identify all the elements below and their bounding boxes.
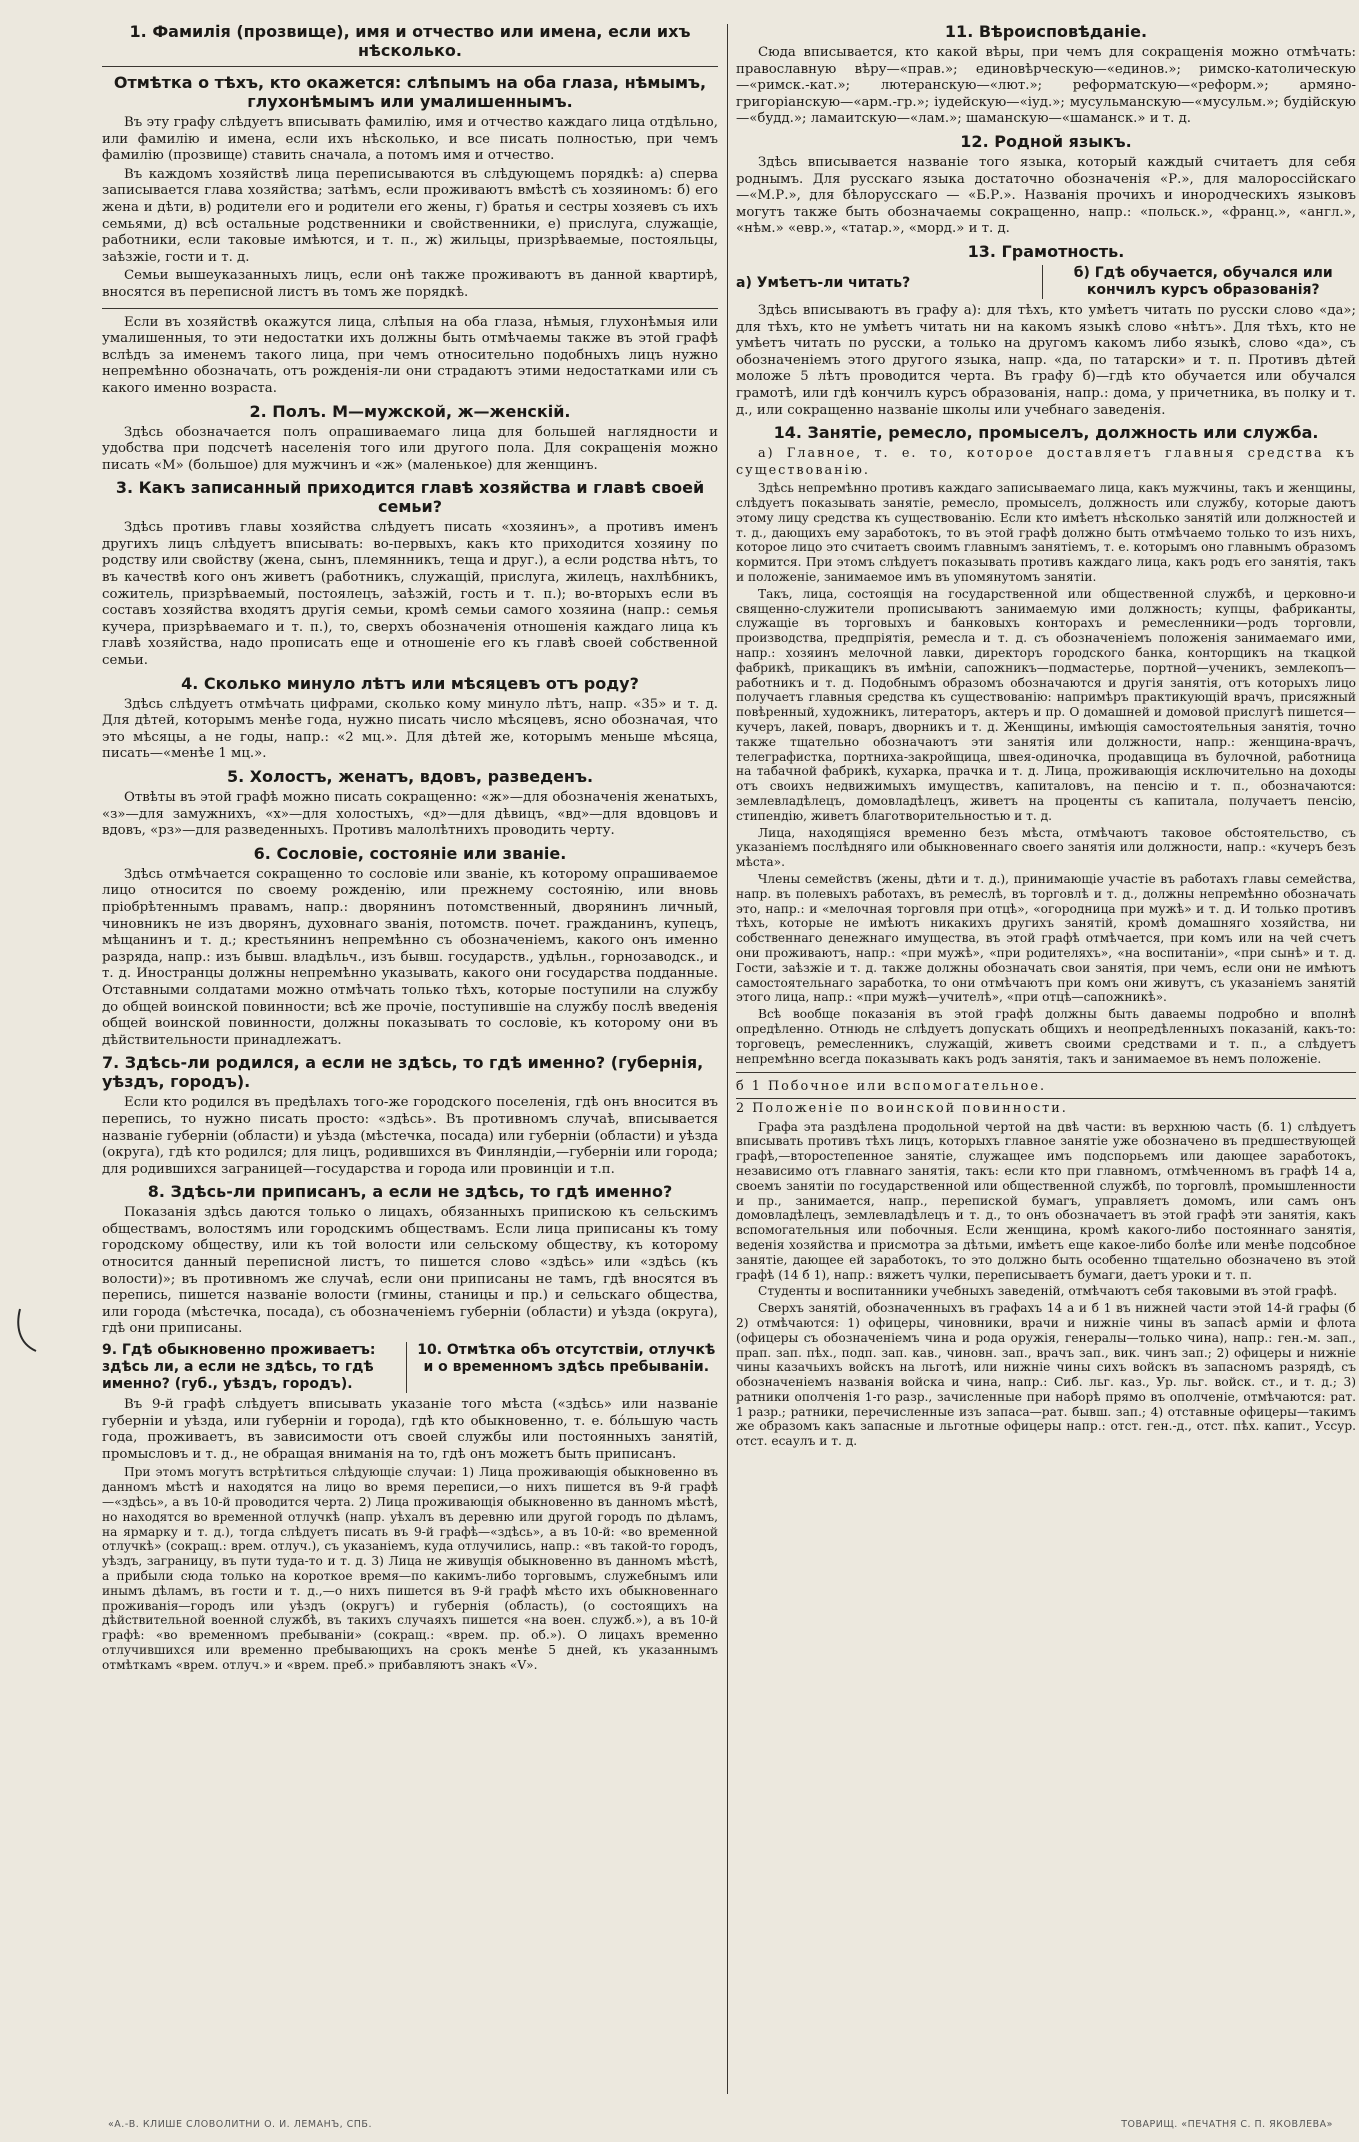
divider <box>102 66 718 67</box>
section-5-paragraph: Отвѣты въ этой графѣ можно писать сокращенно: «ж»—для обозначенія женатыхъ, «з»—для замужнихъ, «х»—для холостыхъ, «д»—для дѣвицъ, «вд»—для вдовцовъ и вдовъ, «рз»—для разведенныхъ. Противъ малолѣтнихъ проводить черту. <box>102 790 718 839</box>
section-14-paragraph: Члены семействъ (жены, дѣти и т. д.), принимающіе участіе въ работахъ главы семейства, напр. въ полевыхъ работахъ, въ ремеслѣ, въ торговлѣ и т. д., должны непремѣнно обозначать это, напр.: и «мелочная торговля при отцѣ», «огородница при мужѣ» и т. д. И только противъ тѣхъ, которые не имѣютъ никакихъ другихъ занятій, кромѣ домашняго хозяйства, ни собственнаго денежнаго имущества, въ этой графѣ отмѣчается, при комъ или на чей счетъ они проживаютъ, напр.: «при мужѣ», «при родителяхъ», «на воспитаніи», «при сынѣ» и т. д. Гости, заѣзжіе и т. д. также должны обозначать свои занятія, при чемъ, если они не имѣютъ самостоятельнаго заработка, то они отмѣчаютъ при комъ они живутъ, съ указаніемъ занятій этого лица, напр.: «при мужѣ—учителѣ», «при отцѣ—сапожникѣ». <box>736 872 1356 1005</box>
printer-imprint-right: ТОВАРИЩ. «ПЕЧАТНЯ С. П. ЯКОВЛЕВА» <box>1121 2119 1333 2130</box>
divider <box>102 308 718 309</box>
section-1-paragraph: Семьи вышеуказанныхъ лицъ, если онѣ также проживаютъ въ данной квартирѣ, вносятся въ переписной листъ въ томъ же порядкѣ. <box>102 268 718 300</box>
section-7-paragraph: Если кто родился въ предѣлахъ того-же городского поселенія, гдѣ онъ вносится въ перепись, то нужно писать просто: «здѣсь». Въ противномъ случаѣ, вписывается названіе губерніи (области) и уѣзда (мѣстечка, посада) или губерніи (области) и уѣзда (округа), гдѣ кто родился; для лицъ, родившихся въ Финляндіи,—губерніи или города; для родившихся заграницей—государства и города или провинціи и т.п. <box>102 1095 718 1177</box>
section-14-paragraph: Здѣсь непремѣнно противъ каждаго записываемаго лица, какъ мужчины, такъ и женщины, слѣдуетъ показывать занятіе, ремесло, промыселъ, должность или службу, которые даютъ этому лицу средства къ существованію. Если кто имѣетъ нѣсколько занятій или должностей и т. д., дающихъ ему заработокъ, то въ этой графѣ должно быть отмѣчаемо только то изъ нихъ, которое лицо это считаетъ своимъ главнымъ занятіемъ, т. е. которымъ оно главнымъ образомъ кормится. При этомъ слѣдуетъ показывать противъ каждаго лица, какъ родъ его занятія, такъ и положеніе, занимаемое имъ въ упомянутомъ занятіи. <box>736 481 1356 585</box>
section-1-title: 1. Фамилія (прозвище), имя и отчество или имена, если ихъ нѣсколько. <box>129 22 691 60</box>
section-6-title: 6. Сословіе, состояніе или званіе. <box>253 843 567 863</box>
section-14b2-label: 2 Положеніе по воинской повинности. <box>736 1098 1356 1118</box>
section-8-title: 8. Здѣсь-ли приписанъ, а если не здѣсь, то гдѣ именно? <box>147 1182 673 1202</box>
section-7-title: 7. Здѣсь-ли родился, а если не здѣсь, то гдѣ именно? (губернія, уѣздъ, городъ). <box>102 1053 704 1092</box>
section-1-paragraph: Если въ хозяйствѣ окажутся лица, слѣпыя на оба глаза, нѣмыя, глухонѣмыя или умалишенныя, то эти недостатки ихъ должны быть отмѣчаемы также въ этой графѣ вслѣдъ за именемъ такого лица, при чемъ относительно подобныхъ лицъ нужно непремѣнно обозначать, отъ рожденія-ли они страдаютъ этими недостатками или съ какого именно возраста. <box>102 314 718 396</box>
section-14-title: 14. Занятіе, ремесло, промыселъ, должность или служба. <box>773 423 1319 443</box>
section-1-paragraph: Въ эту графу слѣдуетъ вписывать фамилію, имя и отчество каждаго лица отдѣльно, или фамилію и имена, если ихъ нѣсколько, и все писать полностью, при чемъ фамилію (прозвище) ставить сначала, а потомъ имя и отчество. <box>102 115 718 164</box>
section-5-title: 5. Холостъ, женатъ, вдовъ, разведенъ. <box>226 767 594 786</box>
right-column <box>736 18 1356 2102</box>
section-9-10-header <box>102 1342 718 1393</box>
section-10-title: 10. Отмѣтка объ отсутствіи, отлучкѣ и о временномъ здѣсь пребываніи. <box>406 1342 719 1393</box>
section-14-paragraph: Студенты и воспитанники учебныхъ заведеній, отмѣчаютъ себя таковыми въ этой графѣ. <box>758 1284 1338 1299</box>
section-11-paragraph: Сюда вписывается, кто какой вѣры, при чемъ для сокращенія можно отмѣчать: православную вѣру—«прав.»; единовѣрческую—«единов.»; римско-католическую—«римск.-кат.»; лютеранскую—«лют.»; реформатскую—«реформ.»; армяно-григоріанскую—«арм.-гр.»; іудейскую—«іуд.»; мусульманскую—«мусульм.»; будійскую—«будд.»; ламаитскую—«лам.»; шаманскую—«шаманск.» и т. д. <box>736 45 1356 127</box>
section-14-paragraph: Всѣ вообще показанія въ этой графѣ должны быть даваемы подробно и вполнѣ опредѣленно. Отнюдь не слѣдуетъ допускать общихъ и неопредѣленныхъ показаній, какъ-то: торговецъ, ремесленникъ, служащій, живетъ своими средствами и т. п., а слѣдуетъ непремѣнно всегда показывать какъ родъ занятія, такъ и занимаемое въ немъ положеніе. <box>736 1007 1356 1066</box>
section-13-paragraph: Здѣсь вписываютъ въ графу а): для тѣхъ, кто умѣетъ читать по русски слово «да»; для тѣхъ, кто не умѣетъ читать ни на какомъ языкѣ слово «нѣтъ». Для тѣхъ, кто не умѣетъ читать по русски, а только на другомъ какомъ либо языкѣ, слово «да», съ обозначеніемъ этого другого языка, напр. «да, по татарски» и т. п. Противъ дѣтей моложе 5 лѣтъ проводится черта. Въ графу б)—гдѣ кто обучается или обучался грамотѣ, или гдѣ кончилъ курсъ образованія, напр.: дома, у причетника, въ полку и т. д., или сокращенно названіе школы или учебнаго заведенія. <box>736 302 1356 418</box>
left-column <box>102 18 718 2102</box>
section-13b-label: б) Гдѣ обучается, обучался или кончилъ курсъ образованія? <box>1042 265 1357 299</box>
section-2-title: 2. Полъ. М—мужской, ж—женскій. <box>249 401 571 421</box>
section-14-paragraph: Лица, находящіяся временно безъ мѣста, отмѣчаютъ таковое обстоятельство, съ указаніемъ послѣдняго или обыкновеннаго своего занятія или должности, напр.: «кучеръ безъ мѣста». <box>736 825 1356 870</box>
printer-imprint-left: «А.-В. КЛИШЕ СЛОВОЛИТНИ О. И. ЛЕМАНЪ, СПБ. <box>108 2119 372 2130</box>
section-13-title: 13. Грамотность. <box>967 241 1125 261</box>
section-14-paragraph: Графа эта раздѣлена продольной чертой на двѣ части: въ верхнюю часть (б. 1) слѣдуетъ вписывать противъ тѣхъ лицъ, которыхъ главное занятіе уже обозначено въ предшествующей графѣ,—второстепенное занятіе, служащее имъ подспорьемъ или дающее заработокъ, независимо отъ главнаго занятія, такъ: если кто при главномъ, отмѣченномъ въ графѣ 14 а, своемъ занятіи по государственной или общественной службѣ, по торговлѣ, промышленности и пр., занимается, напр., перепиской бумагъ, управляетъ домомъ, или самъ онъ домовладѣлецъ, землевладѣлецъ и т. д., то онъ обозначаетъ въ этой графѣ эти занятія, какъ вспомогательныя или побочныя. Если женщина, кромѣ какого-либо постояннаго занятія, веденія хозяйства и присмотра за дѣтьми, имѣетъ еще какое-либо болѣе или менѣе подсобное занятіе, дающее ей заработокъ, то это должно быть особенно тщательно обозначено въ этой графѣ (14 б 1), напр.: вяжетъ чулки, переписываетъ бумаги, даетъ уроки и т. п. <box>736 1119 1356 1282</box>
column-divider <box>727 24 728 2094</box>
section-3-title: 3. Какъ записанный приходится главѣ хозяйства и главѣ своей семьи? <box>115 478 705 517</box>
section-2-paragraph: Здѣсь обозначается полъ опрашиваемаго лица для большей наглядности и удобства при подсчетѣ населенія того или другого пола. Для сокращенія можно писать «М» (большое) для мужчинъ и «ж» (маленькое) для женщинъ. <box>102 424 718 473</box>
section-14-paragraph: Сверхъ занятій, обозначенныхъ въ графахъ 14 а и б 1 въ нижней части этой 14-й графы (б 2) отмѣчаются: 1) офицеры, чиновники, врачи и нижніе чины въ запасѣ арміи и флота (офицеры съ обозначеніемъ чина и рода оружія, генералы—только чина), напр.: ген.-м. зап., прап. зап. пѣх., подп. зап. кав., чиновн. зап., врачъ зап., вик. чинъ зап.; 2) офицеры и нижніе чины казачьихъ войскъ на льготѣ, или нижніе чины сихъ войскъ въ запасномъ разрядѣ, съ обозначеніемъ названія войска и чина, напр.: Сиб. льг. каз., Ур. льг. войск. ст., и т. д.; 3) ратники ополченія 1-го разр., зачисленные при наборѣ прямо въ ополченіе, отмѣчаются: рат. 1 разр.; ратники, перечисленные изъ запаса—рат. бывш. зап.; 4) отставные офицеры—такимъ же образомъ какъ запасные и льготные офицеры напр.: отст. ген.-д., отст. пѣх. капит., Уссур. отст. есаулъ и т. д. <box>736 1301 1356 1449</box>
section-1-paragraph: Въ каждомъ хозяйствѣ лица переписываются въ слѣдующемъ порядкѣ: а) сперва записывается глава хозяйства; затѣмъ, если проживаютъ вмѣстѣ съ хозяиномъ: б) его жена и дѣти, в) родители его и родители его жены, г) братья и сестры хозяевъ съ ихъ семьями, д) всѣ остальные родственники и свойственники, е) прислуга, служащіе, работники, если таковые имѣются, и т. п., ж) жильцы, призрѣваемые, постояльцы, заѣзжіе, гости и т. д. <box>102 166 718 265</box>
section-1-subtitle: Отмѣтка о тѣхъ, кто окажется: слѣпымъ на оба глаза, нѣмымъ, глухонѣмымъ или умалишеннымъ. <box>113 73 707 111</box>
section-9-paragraph: При этомъ могутъ встрѣтиться слѣдующіе случаи: 1) Лица проживающія обыкновенно въ данномъ мѣстѣ и находятся на лицо во время переписи,—о нихъ пишется въ 9-й графѣ—«здѣсь», а въ 10-й проводится черта. 2) Лица проживающія обыкновенно въ данномъ мѣстѣ, но находятся во временной отлучкѣ (напр. уѣхалъ въ деревню или другой городъ по дѣламъ, на ярмарку и т. д.), тогда слѣдуетъ писать въ 9-й графѣ—«здѣсь», а въ 10-й: «во временной отлучкѣ» (сокращ.: врем. отлуч.), съ указаніемъ, куда отлучились, напр.: «въ такой-то городъ, уѣздъ, заграницу, въ пути туда-то и т. д. 3) Лица не живущія обыкновенно въ данномъ мѣстѣ, а прибыли сюда только на короткое время—по какимъ-либо торговымъ, служебнымъ или инымъ дѣламъ, въ гости и т. д.,—о нихъ пишется въ 9-й графѣ мѣсто ихъ обыкновеннаго проживанія—городъ или уѣздъ (округъ) и губернія (область), (о состоящихъ на дѣйствительной военной службѣ, въ такихъ случаяхъ пишется «на воен. служб.»), а въ 10-й графѣ: «во временномъ пребываніи» (сокращ.: «врем. пр. об.»). О лицахъ временно отлучившихся или временно пребывающихъ на срокъ менѣе 5 дней, къ указаннымъ отмѣткамъ «врем. отлуч.» и «врем. преб.» прибавляютъ знакъ «V». <box>102 1465 718 1672</box>
section-4-paragraph: Здѣсь слѣдуетъ отмѣчать цифрами, сколько кому минуло лѣтъ, напр. «35» и т. д. Для дѣтей, которымъ менѣе года, нужно писать число мѣсяцевъ, ясно обозначая, что это мѣсяцы, а не годы, напр.: «2 мц.». Для дѣтей же, которымъ меньше мѣсяца, писать—«менѣе 1 мц.». <box>102 696 718 762</box>
section-14b1-label: б 1 Побочное или вспомогательное. <box>736 1079 1047 1095</box>
section-9-title: 9. Гдѣ обыкновенно проживаетъ: здѣсь ли, а если не здѣсь, то гдѣ именно? (губ., уѣздъ, городъ). <box>102 1342 376 1393</box>
section-9-paragraph: Въ 9-й графѣ слѣдуетъ вписывать указаніе того мѣста («здѣсь» или названіе губерніи и уѣзда, или губерніи и города), гдѣ кто обыкновенно, т. е. бóльшую часть года, проживаетъ, въ зависимости отъ своей службы или постоянныхъ занятій, промысловъ и т. д., не обращая вниманія на то, гдѣ онъ можетъ быть приписанъ. <box>102 1397 718 1462</box>
section-14-paragraph: Такъ, лица, состоящія на государственной или общественной службѣ, и церковно-и священно-служители прописываютъ занимаемую ими должность; купцы, фабриканты, служащіе въ торговыхъ и банковыхъ конторахъ и ремесленники—родъ торговли, производства, предпріятія, ремесла и т. д. съ обозначеніемъ положенія занимаемаго ими, напр.: хозяинъ мелочной лавки, директоръ городского банка, конторщикъ на ткацкой фабрикѣ, прикащикъ въ имѣніи, сапожникъ—подмастерье, портной—ученикъ, землекопъ—работникъ и т. д. Подобнымъ образомъ обозначаются и другія занятія, отъ которыхъ лицо получаетъ главныя средства къ существованію: напримѣръ практикующій врачъ, присяжный повѣренный, художникъ, литераторъ, актеръ и пр. О домашней и домовой прислугѣ пишется—кучеръ, лакей, поваръ, дворникъ и т. д. Женщины, имѣющія самостоятельныя занятія, точно также тщательно обозначаютъ эти занятія или должности, напр.: женщина-врачъ, телеграфистка, портниха-закройщица, швея-одиночка, продавщица въ булочной, работница на табачной фабрикѣ, кухарка, прачка и т. д. Лица, проживающія исключительно на доходы отъ своихъ недвижимыхъ имуществъ, капиталовъ, на пенсію и т. п., обозначаются: землевладѣлецъ, домовладѣлецъ, живетъ на проценты съ капитала, получаетъ пенсію, стипендію, живетъ благотворительностью и т. д. <box>736 586 1356 823</box>
pencil-mark-icon <box>14 1305 40 1355</box>
section-14a-subtitle: а) Главное, т. е. то, которое доставляетъ главныя средства къ существованію. <box>736 446 1356 478</box>
section-13-subheaders <box>736 265 1356 299</box>
divider <box>736 1072 1356 1073</box>
section-13a-label: а) Умѣетъ-ли читать? <box>736 274 911 291</box>
section-4-title: 4. Сколько минуло лѣтъ или мѣсяцевъ отъ роду? <box>181 673 639 693</box>
section-11-title: 11. Вѣроисповѣданіе. <box>944 22 1148 41</box>
section-6-paragraph: Здѣсь отмѣчается сокращенно то сословіе или званіе, къ которому опрашиваемое лицо относится по своему рожденію, или прежнему состоянію, или вновь пріобрѣтеннымъ правамъ, напр.: дворянинъ потомственный, дворянинъ личный, чиновникъ не изъ дворянъ, духовнаго званія, потомств. почет. гражданинъ, купецъ, мѣщанинъ и т. д.; крестьянинъ непремѣнно съ обозначеніемъ, какого онъ именно разряда, напр.: изъ бывш. владѣльч., изъ бывш. государств., удѣльн., горнозаводск., и т. д. Иностранцы должны непремѣнно указывать, какого они государства подданные. Отставными солдатами можно отмѣчать только тѣхъ, которые поступили на службу до общей воинской повинности; всѣ же прочіе, поступившіе на службу послѣ введенія общей воинской повинности, должны показывать то сословіе, къ которому они въ дѣйствительности принадлежатъ. <box>102 866 718 1048</box>
section-12-paragraph: Здѣсь вписывается названіе того языка, который каждый считаетъ для себя роднымъ. Для русскаго языка достаточно обозначенія «Р.», для малороссійскаго—«М.Р.», для бѣлорусскаго — «Б.Р.». Названія прочихъ и инородческихъ языковъ могутъ также быть обозначаемы сокращенно, напр.: «польск.», «франц.», «англ.», «нѣм.» «евр.», «татар.», «морд.» и т. д. <box>736 154 1356 237</box>
section-3-paragraph: Здѣсь противъ главы хозяйства слѣдуетъ писать «хозяинъ», а противъ именъ другихъ лицъ слѣдуетъ вписывать: во-первыхъ, какъ кто приходится хозяину по родству или свойству (жена, сынъ, племянникъ, теща и друг.), а если родства нѣтъ, то въ качествѣ кого онъ живетъ (работникъ, служащій, прислуга, жилецъ, нахлѣбникъ, сожитель, призрѣваемый, постоялецъ, заѣзжій, гость и т. п.); во-вторыхъ если въ составъ хозяйства входятъ другія семьи, кромѣ семьи самого хозяина (напр.: семья кучера, призрѣваемаго и т. п.), то, сверхъ обозначенія отношенія каждаго лица къ главѣ хозяйства, надо прописать еще и отношеніе его къ главѣ своей собственной семьи. <box>102 520 718 669</box>
section-8-paragraph: Показанія здѣсь даются только о лицахъ, обязанныхъ припискою къ сельскимъ обществамъ, волостямъ или городскимъ обществамъ. Если лица приписаны къ тому городскому обществу, или къ той волости или сельскому обществу, къ которому относится данный переписной листъ, то пишется слово «здѣсь» или «здѣсь (къ волости)»; въ противномъ же случаѣ, если они приписаны не тамъ, гдѣ вносятся въ перепись, пишется названіе волости (гмины, станицы и пр.) и сельскаго общества, или города (мѣстечка, посада), съ обозначеніемъ губерніи (области) и уѣзда (округа), гдѣ они приписаны. <box>102 1205 718 1337</box>
section-12-title: 12. Родной языкъ. <box>960 131 1132 151</box>
